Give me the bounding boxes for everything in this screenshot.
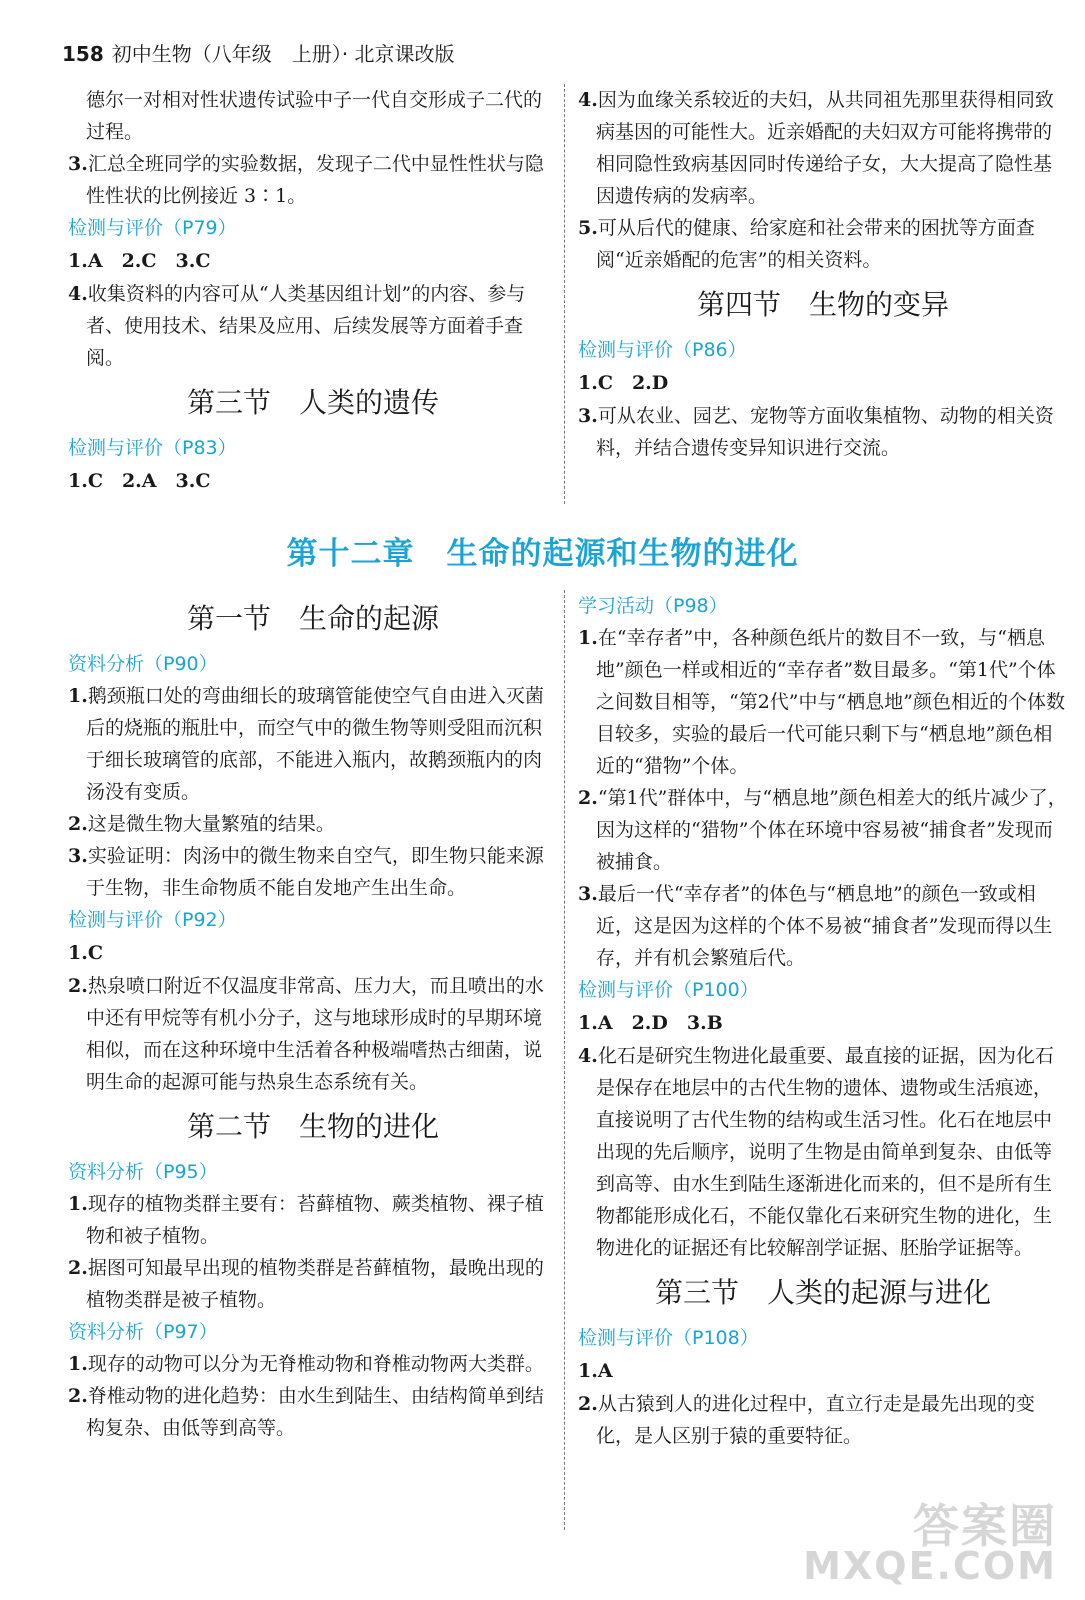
section-label: 资料分析（P95）	[68, 1161, 218, 1183]
item-number: 3.	[578, 405, 598, 427]
answer-item	[578, 400, 1068, 464]
section-label: 学习活动（P98）	[578, 595, 728, 617]
column-divider-bottom	[564, 590, 565, 1530]
section-heading: 第三节 人类的起源与进化	[654, 1276, 991, 1309]
answer-item	[578, 212, 1068, 276]
section-heading: 第三节 人类的遗传	[186, 386, 439, 419]
column-divider-top	[564, 84, 565, 504]
item-text: “第1代”群体中，与“栖息地”颜色相差大的纸片减少了，因为这样的“猎物”个体在环境中容易被“捕食者”发现而被捕食。	[596, 787, 1067, 873]
answer-item	[578, 878, 1068, 974]
answer-line: 1.C 2.A 3.C	[68, 470, 211, 492]
item-number: 3.	[68, 153, 88, 175]
watermark-line1: 答案圈	[913, 1499, 1057, 1553]
watermark-line2: MXQE.COM	[803, 1544, 1057, 1588]
item-text: 现存的植物类群主要有：苔藓植物、蕨类植物、裸子植物和被子植物。	[86, 1193, 544, 1247]
section-heading: 第一节 生命的起源	[186, 602, 439, 635]
item-number: 1.	[68, 1193, 88, 1215]
item-text: 因为血缘关系较近的夫妇，从共同祖先那里获得相同致病基因的可能性大。近亲婚配的夫妇双方可能将携带的相同隐性致病基因同时传递给子女，大大提高了隐性基因遗传病的发病率。	[596, 89, 1054, 207]
item-text: 在“幸存者”中，各种颜色纸片的数目不一致，与“栖息地”颜色一样或相近的“幸存者”数目最多。“第1代”个体之间数目相等，“第2代”中与“栖息地”颜色相近的个体数目较多，实验的最后一代可能只剩下与“栖息地”颜色相近的“猎物”个体。	[596, 627, 1065, 777]
answer-line: 1.A 2.D 3.B	[578, 1012, 723, 1034]
section-label: 检测与评价（P79）	[68, 217, 237, 239]
item-text: 据图可知最早出现的植物类群是苔藓植物，最晚出现的植物类群是被子植物。	[86, 1257, 544, 1311]
item-number: 5.	[578, 217, 598, 239]
answer-item	[68, 278, 558, 374]
section-heading: 第二节 生物的进化	[186, 1110, 439, 1143]
answer-item	[68, 970, 558, 1098]
section-label: 检测与评价（P83）	[68, 437, 237, 459]
section-heading: 第四节 生物的变异	[696, 288, 949, 321]
answer-item	[578, 1388, 1068, 1452]
left-column-top	[68, 84, 558, 498]
answer-item	[68, 1380, 558, 1444]
answer-item	[68, 148, 558, 212]
section-label: 资料分析（P97）	[68, 1321, 218, 1343]
item-text: 最后一代“幸存者”的体色与“栖息地”的颜色一致或相近，这是因为这样的个体不易被“捕食者”发现而得以生存，并有机会繁殖后代。	[596, 883, 1053, 969]
answer-item	[578, 1040, 1068, 1264]
page-header	[62, 38, 454, 67]
section-label: 检测与评价（P100）	[578, 979, 759, 1001]
answer-line: 1.A	[578, 1360, 613, 1382]
item-text: 德尔一对相对性状遗传试验中子一代自交形成子二代的过程。	[86, 89, 543, 143]
item-number: 2.	[68, 1257, 88, 1279]
answer-item	[68, 1348, 558, 1380]
left-column-bottom	[68, 590, 558, 1444]
right-column-top	[578, 84, 1068, 464]
item-text: 收集资料的内容可从“人类基因组计划”的内容、参与者、使用技术、结果及应用、后续发展等方面着手查阅。	[86, 283, 526, 369]
item-number: 2.	[578, 787, 598, 809]
item-number: 1.	[68, 1353, 88, 1375]
section-label: 检测与评价（P86）	[578, 339, 747, 361]
section-label: 检测与评价（P92）	[68, 909, 237, 931]
item-number: 2.	[578, 1393, 598, 1415]
item-text: 热泉喷口附近不仅温度非常高、压力大，而且喷出的水中还有甲烷等有机小分子，这与地球形成时的早期环境相似，而在这种环境中生活着各种极端嗜热古细菌，说明生命的起源可能与热泉生态系统有关。	[86, 975, 544, 1093]
item-number: 1.	[578, 627, 598, 649]
answer-item	[68, 680, 558, 808]
item-text: 这是微生物大量繁殖的结果。	[87, 813, 335, 835]
item-number: 2.	[68, 813, 88, 835]
page-number: 158	[62, 42, 104, 66]
item-number: 2.	[68, 1385, 88, 1407]
item-number: 3.	[578, 883, 598, 905]
item-text: 化石是研究生物进化最重要、最直接的证据，因为化石是保存在地层中的古代生物的遗体、遗物或生活痕迹，直接说明了古代生物的结构或生活习性。化石在地层中出现的先后顺序，说明了生物是由简单到复杂、由低等到高等、由水生到陆生逐渐进化而来的，但不是所有生物都能形成化石，不能仅靠化石来研究生物的进化，生物进化的证据还有比较解剖学证据、胚胎学证据等。	[596, 1045, 1054, 1259]
item-number: 3.	[68, 845, 88, 867]
book-title: 初中生物（八年级 上册）· 北京课改版	[111, 42, 455, 66]
answer-item	[578, 84, 1068, 212]
item-text: 从古猿到人的进化过程中，直立行走是最先出现的变化，是人区别于猿的重要特征。	[596, 1393, 1035, 1447]
item-text: 可从后代的健康、给家庭和社会带来的困扰等方面查阅“近亲婚配的危害”的相关资料。	[596, 217, 1035, 271]
item-text: 可从农业、园艺、宠物等方面收集植物、动物的相关资料，并结合遗传变异知识进行交流。	[596, 405, 1054, 459]
watermark-logo	[803, 1499, 1057, 1588]
item-number: 4.	[68, 283, 88, 305]
section-label: 检测与评价（P108）	[578, 1327, 759, 1349]
right-column-bottom	[578, 590, 1068, 1452]
item-text: 现存的动物可以分为无脊椎动物和脊椎动物两大类群。	[87, 1353, 544, 1375]
item-number: 1.	[68, 685, 88, 707]
answer-item	[578, 622, 1068, 782]
item-number: 4.	[578, 89, 598, 111]
answer-item	[68, 1252, 558, 1316]
answer-item	[68, 84, 558, 148]
answer-line: 1.C 2.D	[578, 372, 669, 394]
item-number: 4.	[578, 1045, 598, 1067]
answer-item	[578, 782, 1068, 878]
item-number: 2.	[68, 975, 88, 997]
answer-line: 1.A 2.C 3.C	[68, 250, 211, 272]
item-text: 脊椎动物的进化趋势：由水生到陆生、由结构简单到结构复杂、由低等到高等。	[86, 1385, 544, 1439]
section-label: 资料分析（P90）	[68, 653, 218, 675]
item-text: 鹅颈瓶口处的弯曲细长的玻璃管能使空气自由进入灭菌后的烧瓶的瓶肚中，而空气中的微生物等则受阻而沉积于细长玻璃管的底部，不能进入瓶内，故鹅颈瓶内的肉汤没有变质。	[86, 685, 544, 803]
answer-item	[68, 1188, 558, 1252]
item-text: 汇总全班同学的实验数据，发现子二代中显性性状与隐性性状的比例接近 3∶1。	[86, 153, 544, 207]
item-text: 实验证明：肉汤中的微生物来自空气，即生物只能来源于生物，非生命物质不能自发地产生出生命。	[86, 845, 544, 899]
chapter-title: 第十二章 生命的起源和生物的进化	[286, 536, 799, 572]
answer-line: 1.C	[68, 942, 103, 964]
answer-item	[68, 808, 558, 840]
answer-item	[68, 840, 558, 904]
